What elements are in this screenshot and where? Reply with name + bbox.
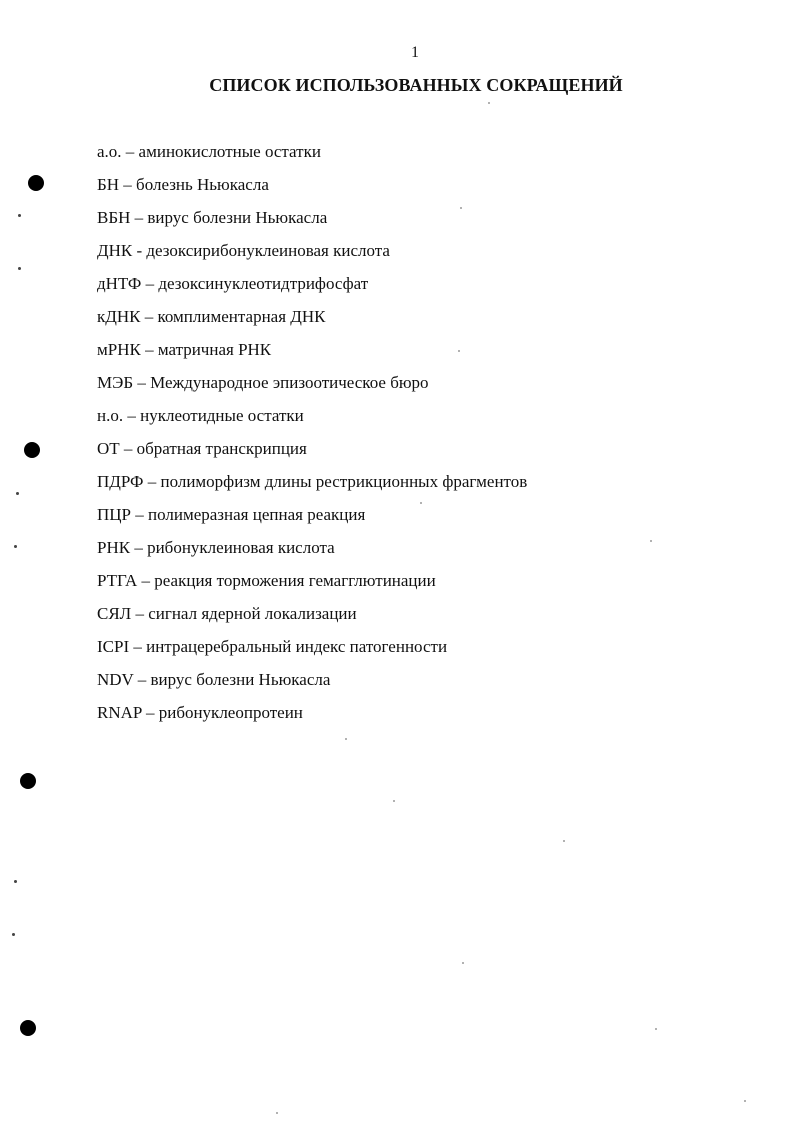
scan-speck	[16, 492, 19, 495]
scan-speck	[345, 738, 347, 740]
abbreviation-item: NDV – вирус болезни Ньюкасла	[97, 670, 331, 689]
punch-hole	[28, 175, 44, 191]
scan-speck	[18, 214, 21, 217]
abbreviation-item: ВБН – вирус болезни Ньюкасла	[97, 208, 328, 227]
abbreviation-item: ОТ – обратная транскрипция	[97, 439, 307, 458]
scan-speck	[420, 502, 422, 504]
abbreviation-item: ПЦР – полимеразная цепная реакция	[97, 505, 366, 524]
scan-speck	[393, 800, 395, 802]
scan-speck	[655, 1028, 657, 1030]
page-number: 1	[411, 44, 419, 61]
scan-speck	[488, 102, 490, 104]
punch-hole	[24, 442, 40, 458]
abbreviation-list	[97, 140, 527, 734]
scan-speck	[744, 1100, 746, 1102]
abbreviation-item: СЯЛ – сигнал ядерной локализации	[97, 604, 357, 623]
abbreviation-item: кДНК – комплиментарная ДНК	[97, 307, 326, 326]
scan-speck	[650, 540, 652, 542]
scan-speck	[458, 350, 460, 352]
abbreviation-item: ДНК - дезоксирибонуклеиновая кислота	[97, 241, 390, 260]
abbreviation-item: н.о. – нуклеотидные остатки	[97, 406, 304, 425]
abbreviation-item: ПДРФ – полиморфизм длины рестрикционных фрагментов	[97, 472, 528, 491]
scan-speck	[12, 933, 15, 936]
page-title: СПИСОК ИСПОЛЬЗОВАННЫХ СОКРАЩЕНИЙ	[209, 75, 623, 95]
scan-speck	[14, 880, 17, 883]
abbreviation-item: дНТФ – дезоксинуклеотидтрифосфат	[97, 274, 369, 293]
abbreviation-item: ICPI – интрацеребральный индекс патогенности	[97, 637, 448, 656]
scan-speck	[462, 962, 464, 964]
abbreviation-item: РТГА – реакция торможения гемагглютинации	[97, 571, 436, 590]
abbreviation-item: мРНК – матричная РНК	[97, 340, 272, 359]
scan-speck	[14, 545, 17, 548]
abbreviation-item: РНК – рибонуклеиновая кислота	[97, 538, 335, 557]
punch-hole	[20, 1020, 36, 1036]
scan-speck	[563, 840, 565, 842]
scan-speck	[18, 267, 21, 270]
scan-speck	[276, 1112, 278, 1114]
scan-speck	[460, 207, 462, 209]
abbreviation-item: МЭБ – Международное эпизоотическое бюро	[97, 373, 429, 392]
punch-hole	[20, 773, 36, 789]
abbreviation-item: БН – болезнь Ньюкасла	[97, 175, 269, 194]
abbreviation-item: RNAP – рибонуклеопротеин	[97, 703, 303, 722]
abbreviation-item: а.о. – аминокислотные остатки	[97, 142, 321, 161]
